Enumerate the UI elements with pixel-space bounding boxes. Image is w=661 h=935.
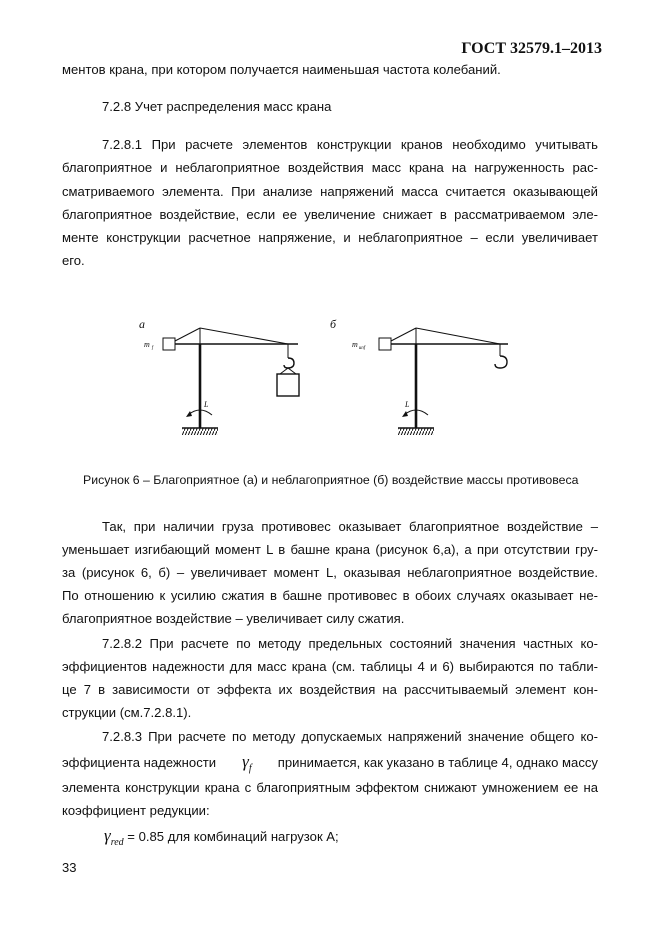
text-line: менте конструкции расчетное напряжение, и неблагоприятное – если увеличивает [62,230,598,245]
moment-label-b: L [405,400,410,409]
formula-text: = 0.85 для комбинаций нагрузок А; [123,829,339,844]
counterweight [163,338,175,350]
text-line: 7.2.8.2 При расчете по методу предельных состояний значения частных ко- [102,636,598,651]
gamma-red-subscript: red [110,837,124,848]
document-header: ГОСТ 32579.1–2013 [461,40,602,57]
ground-hatch [182,428,218,435]
counter-jib-tie [175,328,200,341]
hook [284,358,294,368]
text-line: благоприятное воздействие, если ее увеличение снижает в рассматриваемом эле- [62,207,598,222]
counter-jib-tie [391,328,416,341]
hook [495,356,507,368]
crane-diagram-a [139,317,299,435]
moment-arrowhead [402,411,408,417]
text-line: це 7 в зависимости от эффекта их воздействия на рассчитываемый элемент кон- [62,682,598,697]
moment-label-a: L [204,400,209,409]
mass-label-a: m $_f$ [144,340,154,351]
figure-label-a: а [139,317,145,331]
sling-left [280,368,288,374]
sling-right [288,368,296,374]
text-line: По отношению к усилию сжатия в башне противовес в обоих случаях оказывает не- [62,588,598,603]
text-fragment: принимается, как указано в таблице 4, однако массу [277,755,598,770]
figure-label-b: б [330,317,337,331]
text-fragment: эффициента надежности [62,755,217,770]
jib-tie [416,328,500,344]
crane-diagram-b [330,317,508,435]
gamma-red-symbol: γ [104,826,111,845]
text-line: сматриваемого элемента. При анализе напряжений масса считается оказывающей [62,184,598,199]
text-line: коэффициент редукции: [62,803,210,818]
text-line: ментов крана, при котором получается наименьшая частота колебаний. [62,62,501,77]
ground-hatch [398,428,434,435]
gamma-f-symbol: $\gamma_f$ [242,752,252,774]
text-line: эффициентов надежности для масс крана (см. таблицы 4 и 6) выбираются по табли- [62,659,598,674]
load [277,374,299,396]
crane-figure [130,312,510,442]
text-line-with-symbol [62,752,598,772]
jib-tie [200,328,288,344]
text-line: струкции (см.7.2.8.1). [62,705,192,720]
text-line: 7.2.8.1 При расчете элементов конструкции кранов необходимо учитывать [102,137,598,152]
text-line: Так, при наличии груза противовес оказывает благоприятное воздействие – [102,519,598,534]
text-line: уменьшает изгибающий момент L в башне крана (рисунок 6,а), а при отсутствии гру- [62,542,598,557]
mass-label-b: $m_{unf}$ [352,340,366,351]
page-number: 33 [62,860,77,875]
text-line: благоприятное и неблагоприятное воздействия масс крана на нагруженность рас- [62,160,598,175]
figure-caption: Рисунок 6 – Благоприятное (а) и неблагоприятное (б) воздействие массы противовеса [83,473,579,487]
text-line: за (рисунок 6, б) – увеличивает момент L, оказывая неблагоприятное воздействие. [62,565,598,580]
counterweight [379,338,391,350]
text-line: благоприятное воздействие – увеличивает силу сжатия. [62,611,405,626]
moment-arrowhead [186,411,192,417]
text-line: 7.2.8.3 При расчете по методу допускаемых напряжений значение общего ко- [102,729,598,744]
text-line: его. [62,253,85,268]
section-heading: 7.2.8 Учет распределения масс крана [102,99,332,114]
formula-line [104,826,339,846]
text-line: элемента конструкции крана с благоприятным эффектом снижают умножением ее на [62,780,598,795]
